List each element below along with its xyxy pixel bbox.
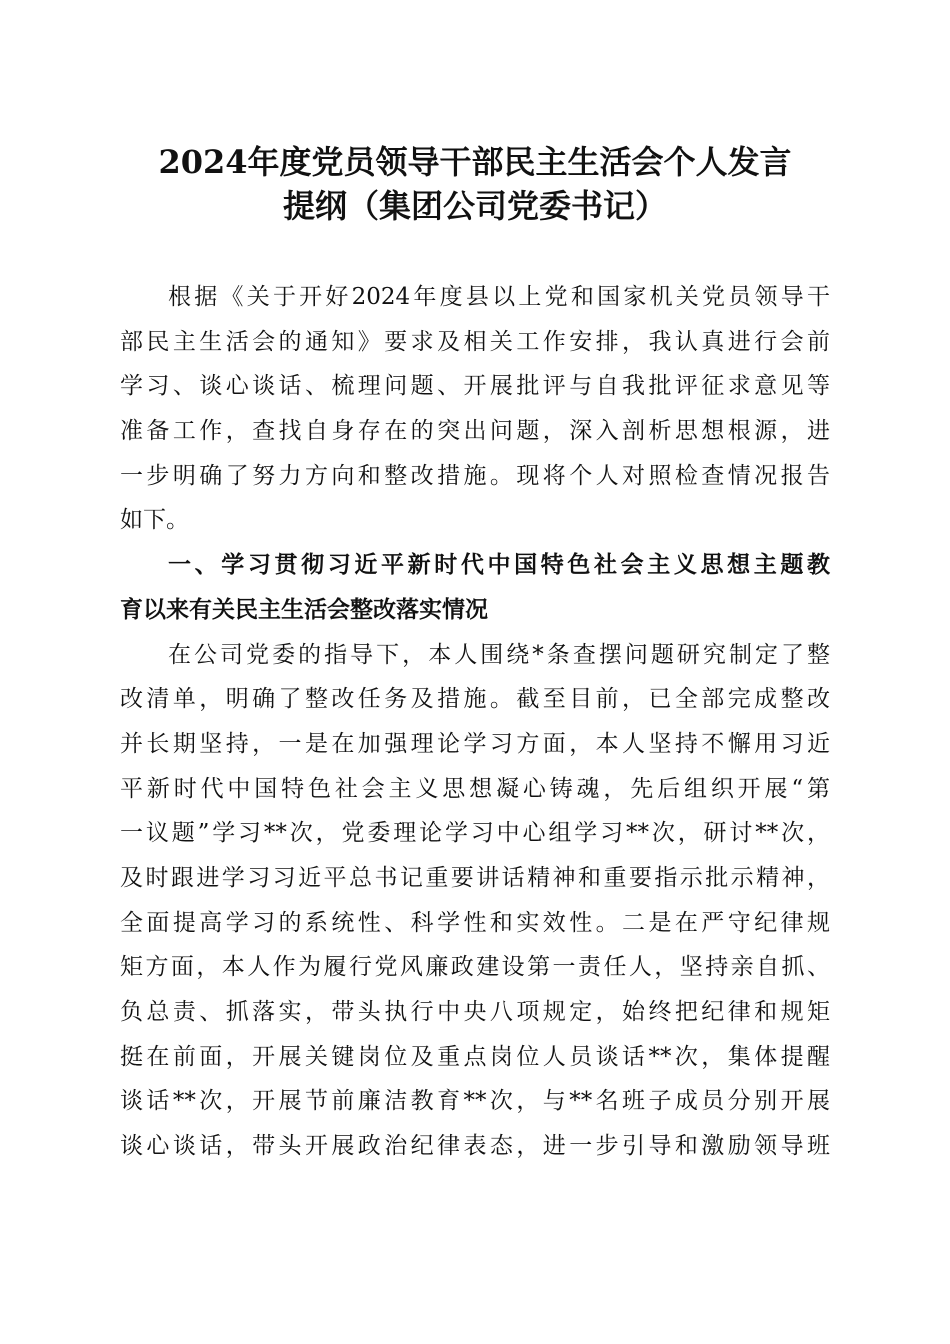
title-line-1: 2024年度党员领导干部民主生活会个人发言 <box>158 143 792 181</box>
body-line: 全面提高学习的系统性、科学性和实效性。二是在严守纪律规 <box>120 909 830 936</box>
section-heading <box>120 543 830 632</box>
document-title <box>120 140 830 228</box>
intro-line: 根据《关于开好2024年度县以上党和国家机关党员领导干 <box>168 284 830 310</box>
section-body-paragraph <box>120 633 830 1169</box>
document-body <box>120 275 830 1169</box>
body-line: 并长期坚持，一是在加强理论学习方面，本人坚持不懈用习近 <box>120 730 830 757</box>
body-line: 谈心谈话，带头开展政治纪律表态，进一步引导和激励领导班 <box>120 1133 830 1160</box>
body-line: 谈话**次，开展节前廉洁教育**次，与**名班子成员分别开展 <box>120 1088 830 1115</box>
body-line: 及时跟进学习习近平总书记重要讲话精神和重要指示批示精神， <box>120 864 830 891</box>
body-line: 平新时代中国特色社会主义思想凝心铸魂，先后组织开展“第 <box>120 775 830 802</box>
intro-line: 一步明确了努力方向和整改措施。现将个人对照检查情况报告 <box>120 462 830 489</box>
intro-line: 如下。 <box>120 507 189 534</box>
body-line: 负总责、抓落实，带头执行中央八项规定，始终把纪律和规矩 <box>120 999 830 1025</box>
section-heading-line: 育以来有关民主生活会整改落实情况 <box>120 596 488 623</box>
intro-line: 部民主生活会的通知》要求及相关工作安排，我认真进行会前 <box>120 328 830 355</box>
body-line: 挺在前面，开展关键岗位及重点岗位人员谈话**次，集体提醒 <box>120 1043 830 1070</box>
title-line-2: 提纲（集团公司党委书记） <box>282 187 667 225</box>
body-line: 矩方面，本人作为履行党风廉政建设第一责任人，坚持亲自抓、 <box>120 954 830 981</box>
body-line: 在公司党委的指导下，本人围绕*条查摆问题研究制定了整 <box>168 641 830 668</box>
body-line: 改清单，明确了整改任务及措施。截至目前，已全部完成整改 <box>120 686 830 713</box>
body-line: 一议题”学习**次，党委理论学习中心组学习**次，研讨**次， <box>120 820 830 847</box>
section-heading-line: 一、学习贯彻习近平新时代中国特色社会主义思想主题教 <box>168 552 830 579</box>
intro-line: 准备工作，查找自身存在的突出问题，深入剖析思想根源，进 <box>120 418 830 445</box>
intro-line: 学习、谈心谈话、梳理问题、开展批评与自我批评征求意见等 <box>120 373 830 400</box>
intro-paragraph <box>120 275 830 543</box>
